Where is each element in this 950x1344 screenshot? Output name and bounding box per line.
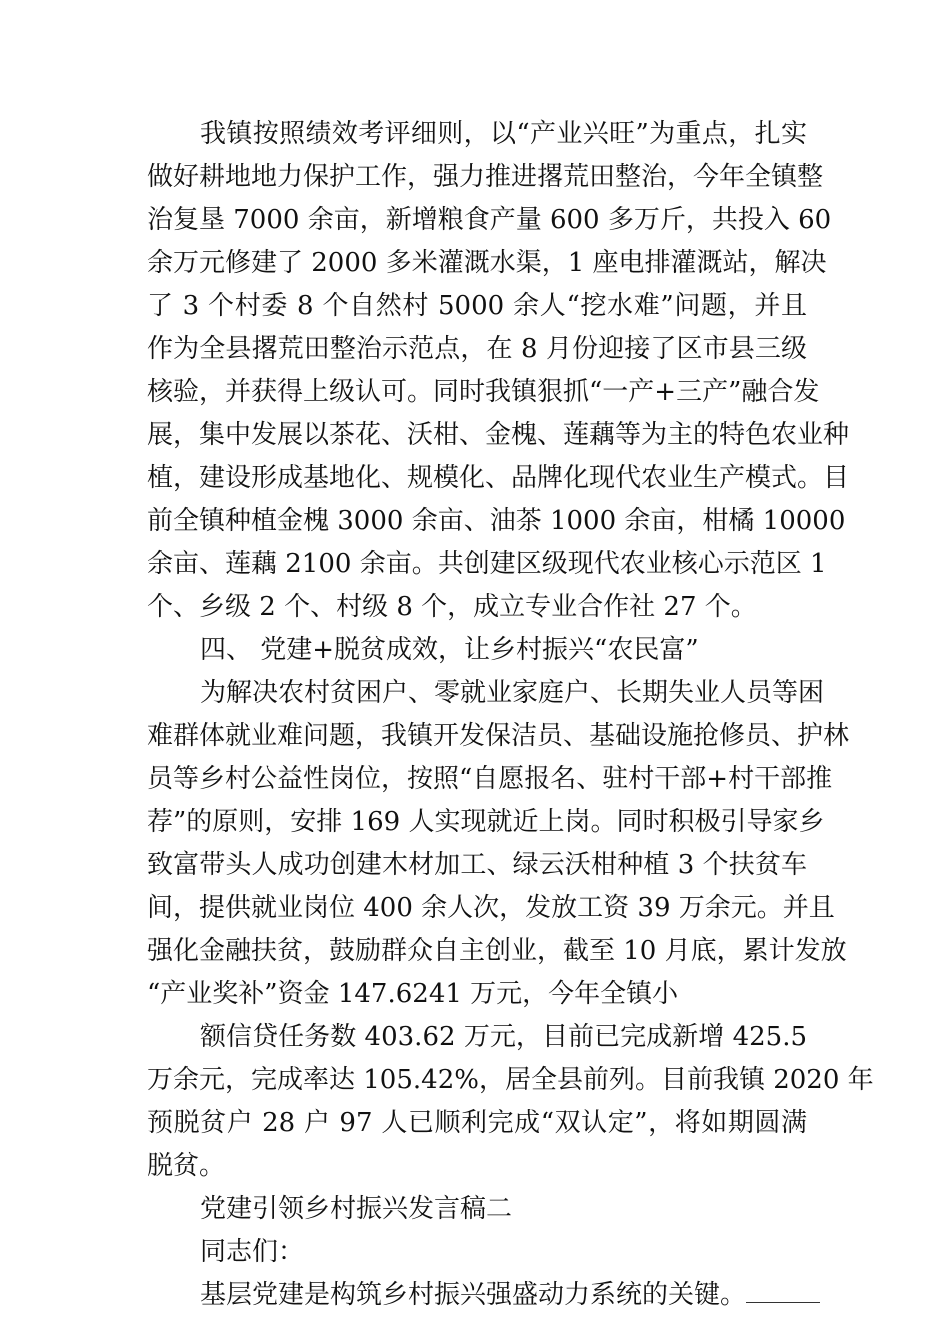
paragraph-line: 难群体就业难问题，我镇开发保洁员、基础设施抢修员、护林 (147, 721, 850, 751)
paragraph-line: 了 3 个村委 8 个自然村 5000 余人“挖水难”问题，并且 (147, 291, 807, 321)
paragraph-line: 我镇按照绩效考评细则，以“产业兴旺”为重点，扎实 (200, 119, 807, 149)
paragraph-line: 间，提供就业岗位 400 余人次，发放工资 39 万余元。并且 (147, 893, 835, 923)
paragraph-text: 基层党建是构筑乡村振兴强盛动力系统的关键。 (200, 1280, 747, 1310)
paragraph-line: 为解决农村贫困户、零就业家庭户、长期失业人员等困 (200, 678, 825, 708)
document-subtitle: 党建引领乡村振兴发言稿二 (200, 1194, 513, 1224)
paragraph-line: 预脱贫户 28 户 97 人已顺利完成“双认定”，将如期圆满 (147, 1108, 807, 1138)
paragraph-line: 个、乡级 2 个、村级 8 个，成立专业合作社 27 个。 (147, 592, 757, 622)
paragraph-line: 万余元，完成率达 105.42%，居全县前列。目前我镇 2020 年 (147, 1065, 874, 1095)
paragraph-line: 脱贫。 (147, 1151, 226, 1181)
paragraph-line: “产业奖补”资金 147.6241 万元，今年全镇小 (147, 979, 679, 1009)
paragraph-line: 余亩、莲藕 2100 余亩。共创建区级现代农业核心示范区 1 (147, 549, 827, 579)
paragraph-line: 治复垦 7000 余亩，新增粮食产量 600 多万斤，共投入 60 (147, 205, 832, 235)
paragraph-line: 展，集中发展以茶花、沃柑、金槐、莲藕等为主的特色农业种 (147, 420, 850, 450)
paragraph-line: 植，建设形成基地化、规模化、品牌化现代农业生产模式。目 (147, 463, 850, 493)
paragraph-line: 致富带头人成功创建木材加工、绿云沃柑种植 3 个扶贫车 (147, 850, 807, 880)
paragraph-line: 前全镇种植金槐 3000 余亩、油茶 1000 余亩，柑橘 10000 (147, 506, 846, 536)
paragraph-line: 核验，并获得上级认可。同时我镇狠抓“一产+三产”融合发 (147, 377, 820, 407)
paragraph-line: 作为全县撂荒田整治示范点，在 8 月份迎接了区市县三级 (147, 334, 807, 364)
paragraph-line-last (200, 1275, 807, 1315)
blank-underline (746, 1278, 820, 1303)
salutation: 同志们： (200, 1237, 305, 1267)
paragraph-line: 余万元修建了 2000 多米灌溉水渠，1 座电排灌溉站，解决 (147, 248, 827, 278)
paragraph-line: 额信贷任务数 403.62 万元，目前已完成新增 425.5 (200, 1022, 807, 1052)
paragraph-line: 做好耕地地力保护工作，强力推进撂荒田整治，今年全镇整 (147, 162, 824, 192)
section-heading: 四、 党建+脱贫成效，让乡村振兴“农民富” (200, 635, 699, 665)
paragraph-line: 荐”的原则，安排 169 人实现就近上岗。同时积极引导家乡 (147, 807, 825, 837)
paragraph-line: 强化金融扶贫，鼓励群众自主创业，截至 10 月底，累计发放 (147, 936, 847, 966)
paragraph-line: 员等乡村公益性岗位，按照“自愿报名、驻村干部+村干部推 (147, 764, 833, 794)
